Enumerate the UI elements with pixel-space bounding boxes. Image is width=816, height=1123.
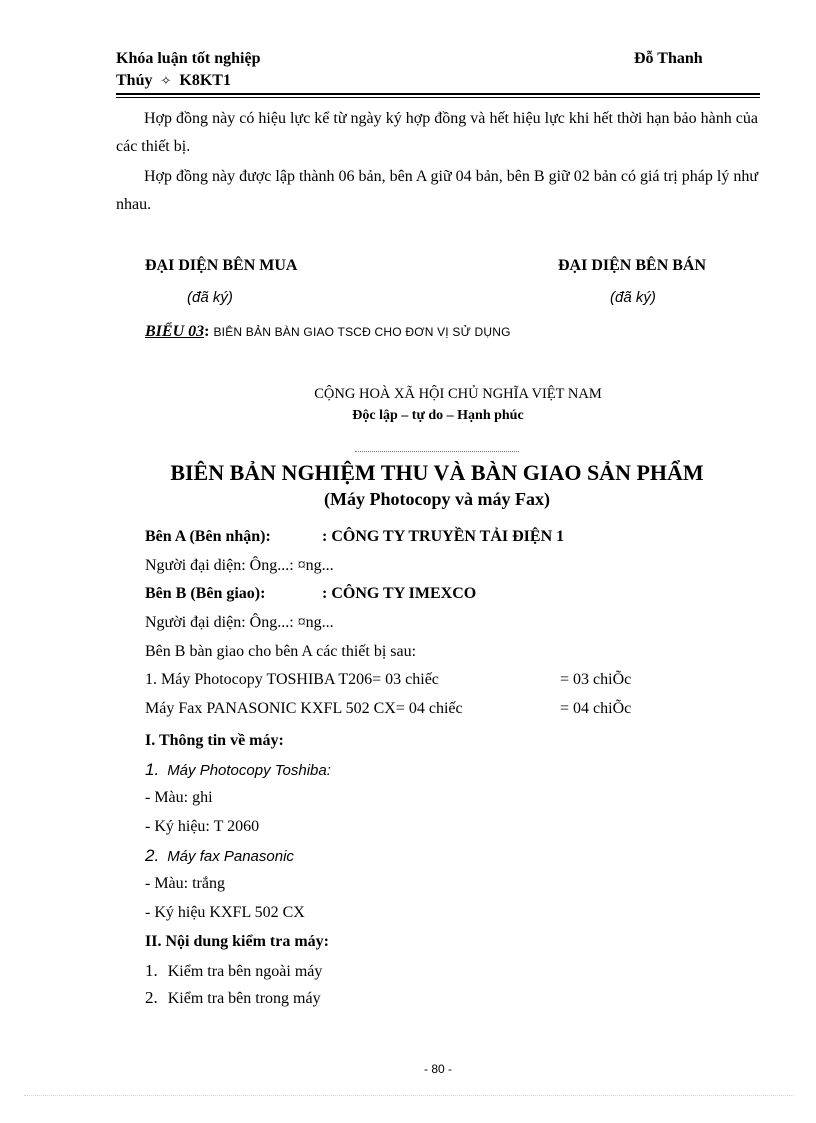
signature-buyer-status: (đã ký) <box>187 289 233 306</box>
party-b-value: : CÔNG TY IMEXCO <box>322 585 477 602</box>
exhibit-title: BIÊN BẢN BÀN GIAO TSCĐ CHO ĐƠN VỊ SỬ DỤNG <box>213 325 511 339</box>
signature-buyer-label: ĐẠI DIỆN BÊN MUA <box>145 257 298 274</box>
header-class-code: K8KT1 <box>179 72 231 89</box>
page-number-row <box>0 1062 816 1076</box>
exhibit-colon: : <box>204 323 210 340</box>
handover-item-fax: Máy Fax PANASONIC KXFL 502 CX= 04 chiếc <box>145 700 463 717</box>
footer-divider <box>24 1095 794 1096</box>
party-b-label: Bên B (Bên giao): <box>145 585 266 602</box>
exhibit-line <box>145 323 511 341</box>
exhibit-label: BIỂU 03 <box>145 323 205 340</box>
signature-seller-status: (đã ký) <box>610 289 656 306</box>
header-author-name: Đỗ Thanh <box>634 50 703 67</box>
machine1-color: - Màu: ghi <box>145 789 213 806</box>
sparkle-icon: ✧ <box>160 74 172 89</box>
handover-intro: Bên B bàn giao cho bên A các thiết bị sau: <box>145 643 417 660</box>
header-author-line2 <box>116 72 231 90</box>
machine2-color: - Màu: trắng <box>145 875 225 892</box>
header-rule-thin <box>116 97 760 98</box>
header-rule-thick <box>116 93 760 95</box>
party-a-value: : CÔNG TY TRUYỀN TẢI ĐIỆN 1 <box>322 528 565 545</box>
machine2-code: - Ký hiệu KXFL 502 CX <box>145 904 305 921</box>
national-country: CỘNG HOÀ XÃ HỘI CHỦ NGHĨA VIỆT NAM <box>314 386 602 402</box>
header-author-surname: Thúy <box>116 72 153 89</box>
handover-item-fax-qty: = 04 chiÕc <box>560 700 632 717</box>
document-title-row <box>0 460 816 486</box>
national-motto: Độc lập – tự do – Hạnh phúc <box>352 408 524 423</box>
handover-item-photocopy-qty: = 03 chiÕc <box>560 671 632 688</box>
machine2-number: 2. <box>145 846 160 865</box>
party-a-representative: Người đại diện: Ông...: ¤ng... <box>145 557 334 574</box>
document-subtitle-row <box>0 489 816 510</box>
handover-item-photocopy: 1. Máy Photocopy TOSHIBA T206= 03 chiếc <box>145 671 439 688</box>
paragraph-validity: Hợp đồng này có hiệu lực kể từ ngày ký hợp đồng và hết hiệu lực khi hết thời hạn bảo hành của các thiết bị. <box>116 110 758 155</box>
check-item-interior <box>145 988 321 1008</box>
section1-heading: I. Thông tin về máy: <box>145 732 284 749</box>
paragraph-copies: Hợp đồng này được lập thành 06 bản, bên A giữ 04 bản, bên B giữ 02 bản có giá trị pháp lý như nhau. <box>116 168 758 213</box>
check1-number: 1. <box>145 961 158 980</box>
party-b-representative: Người đại diện: Ông...: ¤ng... <box>145 614 334 631</box>
machine1-name: Máy Photocopy Toshiba: <box>167 762 331 779</box>
check1-text: Kiểm tra bên ngoài máy <box>167 963 323 980</box>
machine2-row <box>145 846 294 866</box>
check-item-exterior <box>145 961 322 981</box>
national-motto-row <box>0 408 816 424</box>
machine2-name: Máy fax Panasonic <box>167 848 294 865</box>
motto-divider <box>355 451 519 452</box>
page-number: - 80 - <box>423 1062 452 1076</box>
header-thesis-label: Khóa luận tốt nghiệp <box>116 50 261 67</box>
party-a-label: Bên A (Bên nhận): <box>145 528 271 545</box>
document-title: BIÊN BẢN NGHIỆM THU VÀ BÀN GIAO SẢN PHẨM <box>170 460 704 485</box>
national-title <box>0 386 816 403</box>
machine1-row <box>145 760 331 780</box>
document-subtitle: (Máy Photocopy và máy Fax) <box>324 489 550 509</box>
check2-text: Kiểm tra bên trong máy <box>167 990 321 1007</box>
check2-number: 2. <box>145 988 158 1007</box>
signature-seller-label: ĐẠI DIỆN BÊN BÁN <box>558 257 707 274</box>
machine1-code: - Ký hiệu: T 2060 <box>145 818 260 835</box>
machine1-number: 1. <box>145 760 160 779</box>
section2-heading: II. Nội dung kiểm tra máy: <box>145 933 330 950</box>
